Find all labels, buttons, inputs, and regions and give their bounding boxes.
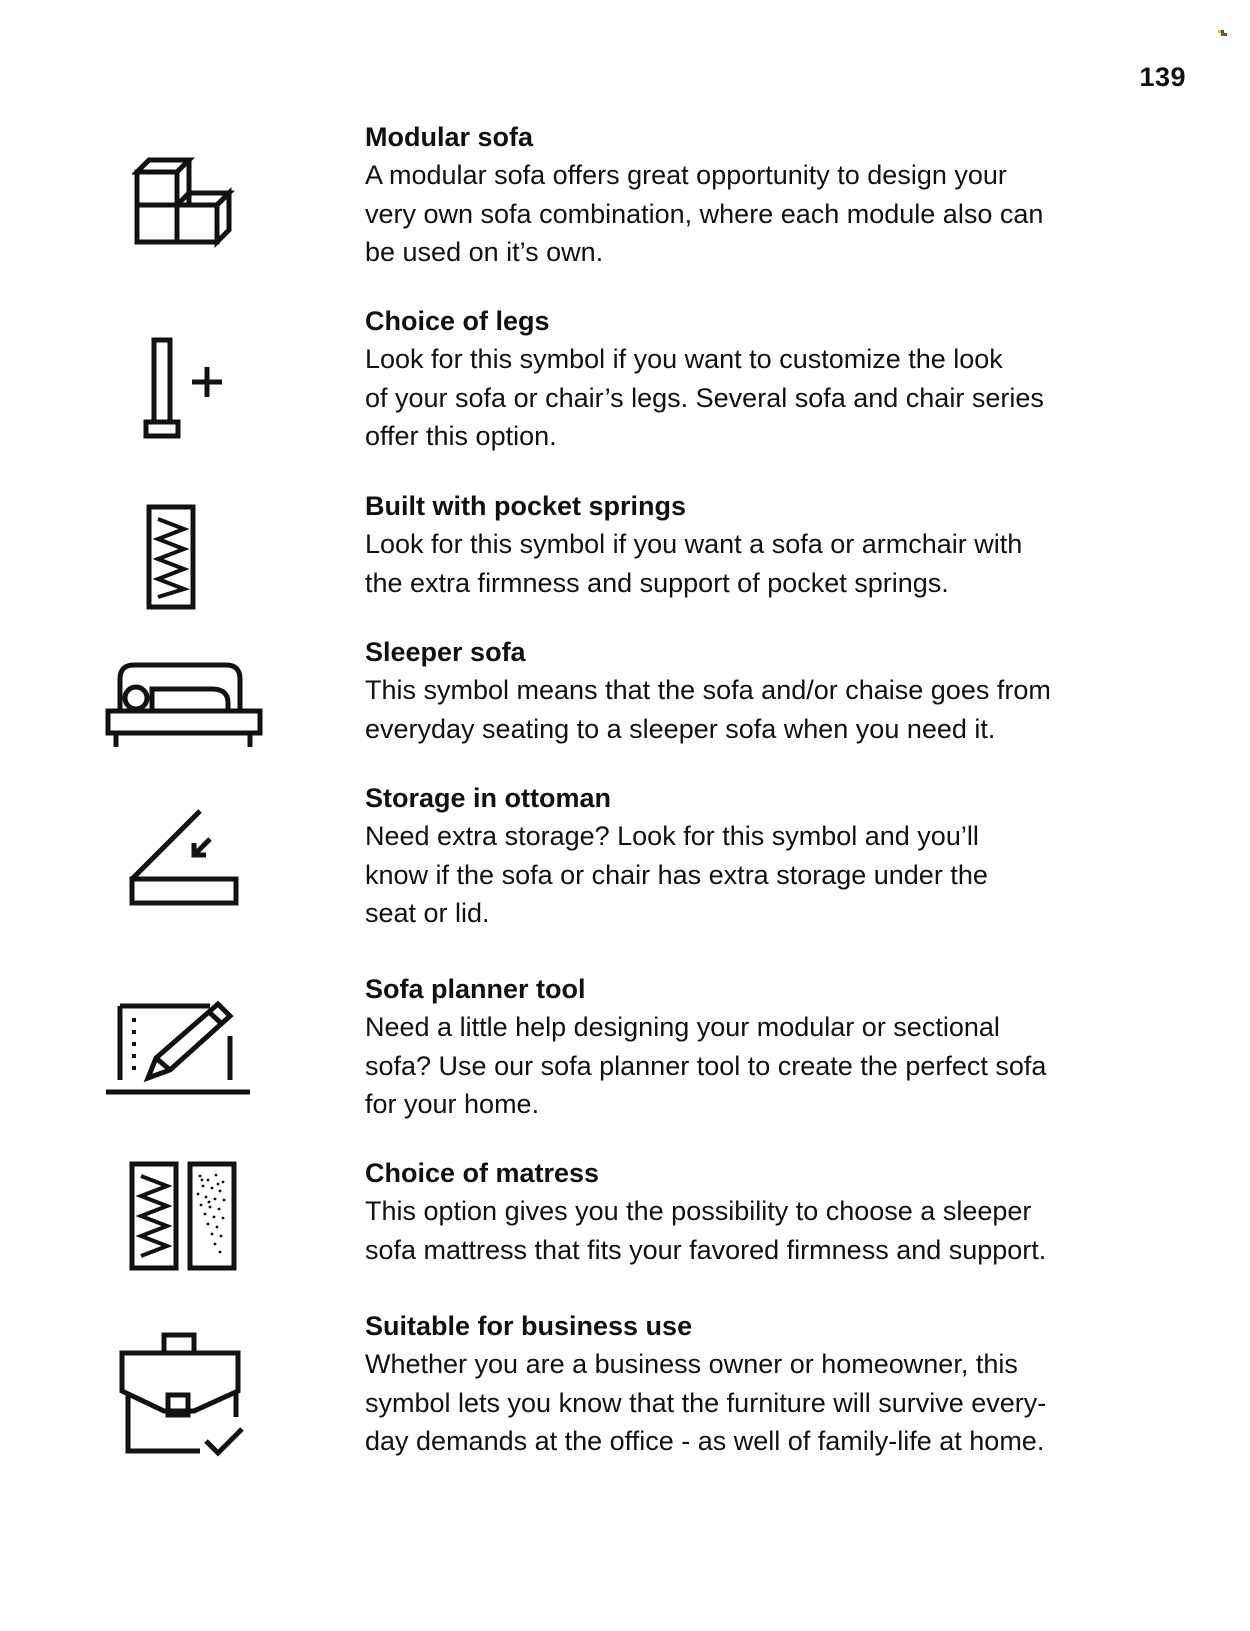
feature-line: for your home. — [365, 1089, 540, 1119]
mattress-choice-icon — [128, 1158, 248, 1278]
color-registration-mark — [1218, 30, 1228, 38]
sleeper-bed-icon — [104, 659, 274, 759]
feature-title: Storage in ottoman — [365, 783, 612, 813]
feature-text — [365, 970, 1145, 1124]
feature-text — [365, 302, 1145, 456]
briefcase-check-icon — [118, 1331, 268, 1471]
feature-line: seat or lid. — [365, 898, 490, 928]
feature-line: sofa mattress that fits your favored firmness and support. — [365, 1234, 1047, 1265]
page-number: 139 — [1139, 62, 1186, 92]
sofa-leg-plus-icon — [140, 334, 250, 454]
feature-line: Look for this symbol if you want to customize the look — [365, 344, 1003, 374]
feature-text — [365, 779, 1145, 933]
feature-line: symbol lets you know that the furniture will survive every- — [365, 1387, 1047, 1418]
pocket-spring-icon — [144, 503, 204, 613]
feature-title: Sofa planner tool — [365, 974, 586, 1004]
storage-ottoman-icon — [128, 807, 258, 917]
feature-line: Need extra storage? Look for this symbol and you’ll — [365, 821, 979, 851]
feature-text — [365, 487, 1145, 602]
feature-line: be used on it’s own. — [365, 237, 604, 267]
modular-sofa-icon — [132, 142, 282, 282]
feature-text — [365, 633, 1145, 748]
feature-line: Look for this symbol if you want a sofa or armchair with — [365, 529, 1023, 559]
feature-title: Suitable for business use — [365, 1311, 693, 1341]
feature-title: Choice of matress — [365, 1158, 600, 1188]
feature-line: This option gives you the possibility to choose a sleeper — [365, 1196, 1032, 1226]
feature-line: know if the sofa or chair has extra storage under the — [365, 859, 988, 890]
feature-line: the extra firmness and support of pocket springs. — [365, 567, 949, 598]
feature-line: Need a little help designing your modular or sectional — [365, 1012, 1000, 1042]
planner-pencil-icon — [104, 996, 264, 1096]
feature-line: day demands at the office - as well of family-life at home. — [365, 1426, 1045, 1456]
feature-line: A modular sofa offers great opportunity to design your — [365, 160, 1007, 190]
feature-title: Sleeper sofa — [365, 637, 526, 667]
feature-line: sofa? Use our sofa planner tool to create the perfect sofa — [365, 1050, 1047, 1081]
feature-text — [365, 118, 1145, 272]
feature-line: Whether you are a business owner or homeowner, this — [365, 1349, 1018, 1379]
feature-title: Modular sofa — [365, 122, 534, 152]
feature-title: Choice of legs — [365, 306, 550, 336]
feature-line: of your sofa or chair’s legs. Several sofa and chair series — [365, 382, 1044, 413]
feature-line: very own sofa combination, where each module also can — [365, 198, 1044, 229]
feature-text — [365, 1154, 1145, 1269]
feature-text — [365, 1307, 1145, 1461]
feature-line: offer this option. — [365, 421, 557, 451]
feature-line: everyday seating to a sleeper sofa when you need it. — [365, 713, 996, 744]
feature-title: Built with pocket springs — [365, 491, 687, 521]
feature-line: This symbol means that the sofa and/or chaise goes from — [365, 675, 1051, 705]
